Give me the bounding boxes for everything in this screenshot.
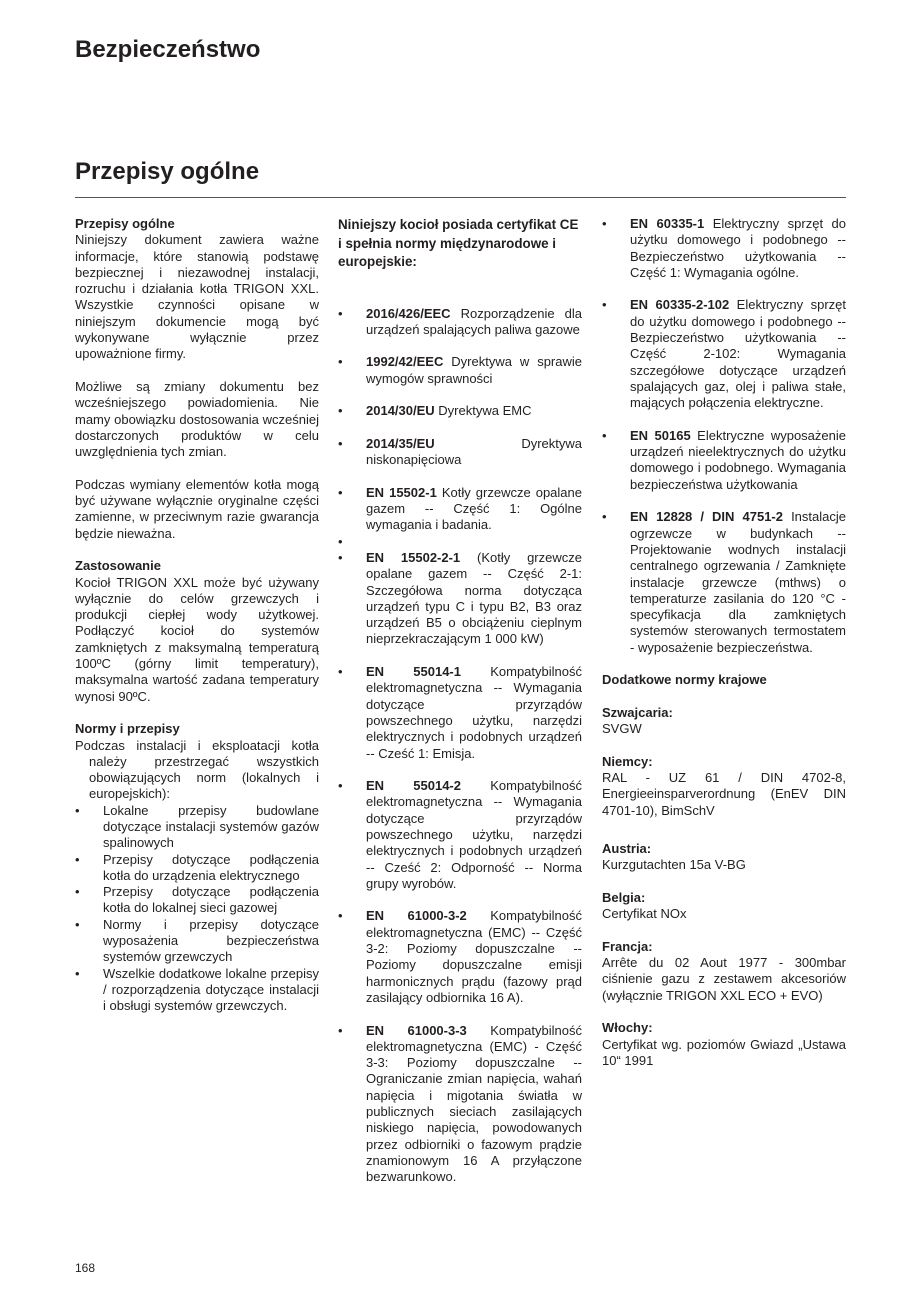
list-item: • EN 55014-2 Kompatybilność elektromagnetyczna -- Wymagania dotyczące przyrządów powszechnego użytku, narzędzi elektrycznych i podobnych urządzeń -- Cześć 2: Odporność -- Norma grupy wyrobów. (338, 778, 582, 891)
paragraph: Podczas instalacji i eksploatacji kotła należy przestrzegać wszystkich obowiązujących norm (lokalnych i europejskich): (75, 737, 319, 802)
column-standards-national (602, 216, 846, 1085)
list-item: • 2014/30/EU Dyrektywa EMC (338, 403, 532, 419)
country-entry: Niemcy: RAL - UZ 61 / DIN 4702-8, Energieeinsparverordnung (EnEV DIN 4701-10), BimSchV (602, 753, 846, 818)
list-item: • 1992/42/EEC Dyrektywa w sprawie wymogów sprawności (338, 354, 582, 386)
standards-list (602, 216, 846, 656)
list-item: • EN 55014-1 Kompatybilność elektromagnetyczna -- Wymagania dotyczące przyrządów powszechnego użytku, narzędzi elektrycznych i podobnych urządzeń -- Cześć 1: Emisja. (338, 664, 582, 761)
list-item: • Przepisy dotyczące podłączenia kotła do urządzenia elektrycznego (75, 851, 319, 883)
country-entry: Austria: Kurzgutachten 15a V-BG (602, 840, 746, 873)
chapter-title: Bezpieczeństwo (75, 36, 261, 63)
page-number: 168 (75, 1261, 96, 1275)
standards-list (338, 306, 582, 1186)
heading-use: Zastosowanie (75, 558, 161, 574)
list-item: • EN 15502-1 Kotły grzewcze opalane gazem -- Część 1: Ogólne wymagania i badania. (338, 484, 582, 533)
list-item: • EN 61000-3-3 Kompatybilność elektromagnetyczna (EMC) - Część 3-3: Poziomy dopuszczalne -- Ograniczanie zmian napięcia, wahań napięcia i migotania światła w publicznych sieciach zasilających niskiego napięcia, powodowanych przez odbiorniki o fazowym prądzie znamionowym 16 A przyłączone bezwarunkowo. (338, 1022, 582, 1185)
ce-intro: Niniejszy kocioł posiada certyfikat CE i spełnia normy międzynarodowe i europejskie: (338, 217, 579, 269)
list-item: • Lokalne przepisy budowlane dotyczące instalacji systemów gazów spalinowych (75, 802, 319, 851)
list-item: • EN 50165 Elektryczne wyposażenie urządzeń nieelektrycznych do użytku domowego i podobnego. Wymagania bezpieczeństwa użytkowania (602, 427, 846, 492)
column-general (75, 216, 319, 1015)
column-standards (338, 216, 582, 1202)
paragraph: Podczas wymiany elementów kotła mogą być używane wyłącznie oryginalne części zamienne, w przeciwnym razie gwarancja będzie nieważna. (75, 476, 319, 541)
list-item: • EN 12828 / DIN 4751-2 Instalacje ogrzewcze w budynkach -- Projektowanie wodnych instalacji centralnego ogrzewania / Zamknięte instalacje grzewcze (mthws) o temperaturze zasilania do 120 °C - specyfikacja dla zamkniętych systemów sterowanych termostatem - wyposażenie bezpieczeństwa. (602, 509, 846, 655)
country-entry: Belgia: Certyfikat NOx (602, 889, 687, 922)
list-item: • 2014/35/EU Dyrektywa niskonapięciowa (338, 435, 582, 468)
paragraph: Niniejszy dokument zawiera ważne informacje, które stanowią podstawę bezpiecznej i niezawodnej instalacji, rozruchu i działania kotła TRIGON XXL. Wszystkie czynności opisane w niniejszym dokumencie mogą być wykonywane wyłącznie przez upoważnione firmy. (75, 232, 319, 362)
country-entry: Włochy: Certyfikat wg. poziomów Gwiazd „Ustawa 10“ 1991 (602, 1020, 846, 1068)
list-item: • Normy i przepisy dotyczące wyposażenia bezpieczeństwa systemów grzewczych (75, 916, 319, 965)
local-rules-list (75, 803, 319, 1015)
heading-norms: Normy i przepisy (75, 721, 180, 737)
list-item: • Przepisy dotyczące podłączenia kotła do lokalnej sieci gazowej (75, 884, 319, 916)
list-item: • Wszelkie dodatkowe lokalne przepisy / rozporządzenia dotyczące instalacji i obsługi systemów grzewczych. (75, 965, 319, 1014)
list-item: • 2016/426/EEC Rozporządzenie dla urządzeń spalających paliwa gazowe (338, 305, 582, 337)
heading-general: Przepisy ogólne (75, 216, 175, 231)
paragraph: Kocioł TRIGON XXL może być używany wyłącznie do celów grzewczych i produkcji ciepłej wody użytkowej. Podłączyć kocioł do systemów zamkniętych z maksymalną temperaturą 100ºC (górny limit temperatury), maksymalna wartość zadana temperatury wynosi 90ºC. (75, 574, 319, 704)
country-entry: Szwajcaria: SVGW (602, 704, 673, 737)
section-title: Przepisy ogólne (75, 158, 260, 185)
empty-list-item: • (338, 533, 343, 549)
list-item: • EN 60335-1 Elektryczny sprzęt do użytku domowego i podobnego -- Bezpieczeństwo użytkowania -- Część 1: Wymagania ogólne. (602, 216, 846, 280)
list-item: • EN 60335-2-102 Elektryczny sprzęt do użytku domowego i podobnego -- Bezpieczeństwo użytkowania -- Część 2-102: Wymagania szczegółowe dotyczące urządzeń spalających gaz, olej i paliwa stałe, mających połączenia elektryczne. (602, 297, 846, 411)
paragraph: Możliwe są zmiany dokumentu bez wcześniejszego powiadomienia. Nie mamy obowiązku dostosowania wcześniej dostarczonych produktów w celu uwzględnienia tych zmian. (75, 378, 319, 460)
section-divider (75, 197, 846, 198)
country-entry: Francja: Arrête du 02 Aout 1977 - 300mbar ciśnienie gazu z zestawem akcesoriów (wyłącznie TRIGON XXL ECO + EVO) (602, 938, 846, 1003)
list-item: • EN 15502-2-1 (Kotły grzewcze opalane gazem -- Część 2-1: Szczegółowa norma dotycząca urządzeń typu C i typu B2, B3 oraz urządzeń B5 o obciążeniu cieplnym nieprzekraczającym 1 000 kW) (338, 549, 582, 647)
list-item: • EN 61000-3-2 Kompatybilność elektromagnetyczna (EMC) -- Część 3-2: Poziomy dopuszczalne -- Poziomy dopuszczalne emisji harmonicznych prądu (fazowy prąd zasilający odbiornika 16 A). (338, 908, 582, 1005)
national-standards-heading: Dodatkowe normy krajowe (602, 672, 767, 688)
